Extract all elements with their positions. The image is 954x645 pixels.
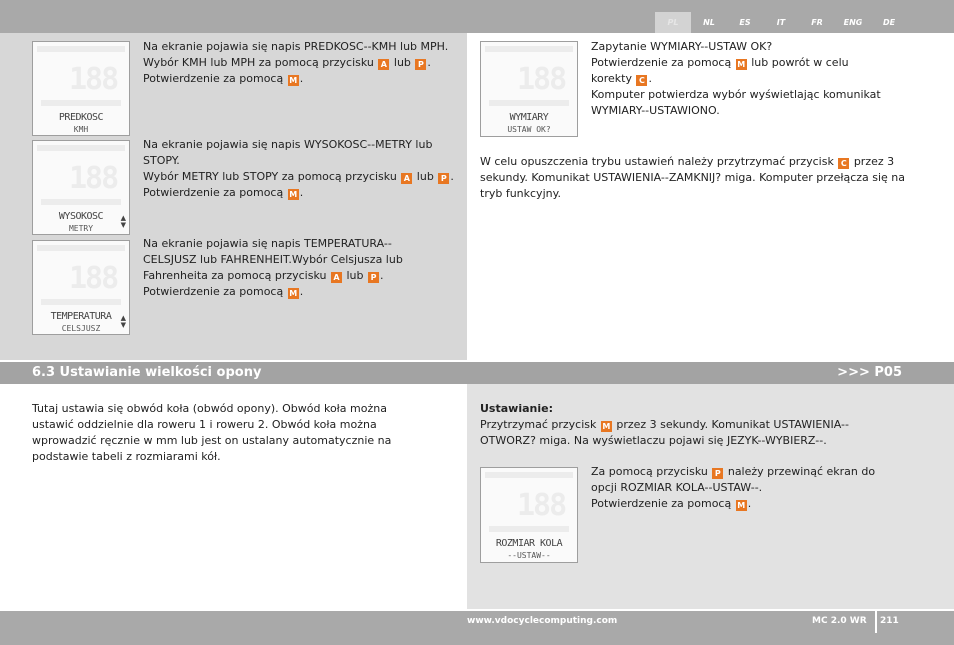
lcd-line-2: USTAW OK? bbox=[507, 125, 551, 134]
language-tabs bbox=[655, 12, 907, 33]
button-m-icon: M bbox=[737, 501, 746, 510]
steps-heading: Ustawianie: bbox=[480, 402, 553, 415]
instruction-text: Na ekranie pojawia się napis TEMPERATURA--CELSJUSZ lub FAHRENHEIT.Wybór Celsjusza lub Fahrenheita za pomocą przycisku A lub P . bbox=[143, 237, 403, 282]
instruction-text: Komputer potwierdza wybór wyświetlając komunikat WYMIARY--USTAWIONO. bbox=[591, 88, 881, 117]
tab-lang-pl[interactable]: PL bbox=[655, 12, 691, 33]
button-m-icon: M bbox=[289, 76, 298, 85]
tab-lang-it[interactable]: IT bbox=[776, 18, 786, 27]
button-p-icon: P bbox=[712, 468, 723, 479]
temperature-instructions bbox=[143, 236, 433, 300]
footer-url[interactable]: www.vdocyclecomputing.com bbox=[467, 616, 618, 626]
lcd-line-1: WYSOKOSC bbox=[58, 211, 104, 222]
button-c-icon: C bbox=[838, 158, 849, 169]
arrows-icon: ▲ ▼ bbox=[120, 214, 126, 229]
button-p-icon: P bbox=[438, 173, 449, 184]
lcd-line-2: CELSJUSZ bbox=[61, 324, 101, 333]
section-header bbox=[0, 361, 954, 384]
speed-instructions bbox=[143, 39, 455, 87]
tire-size-description bbox=[32, 401, 432, 465]
lcd-line-2: METRY bbox=[68, 224, 94, 233]
button-a-icon: A bbox=[378, 59, 389, 70]
section-title: 6.3 Ustawianie wielkości opony bbox=[32, 365, 262, 380]
lcd-line-1: WYMIARY bbox=[509, 112, 549, 123]
button-p-icon: P bbox=[415, 59, 426, 70]
tab-lang-nl[interactable]: NL bbox=[703, 18, 715, 27]
lcd-line-1: ROZMIAR KOLA bbox=[495, 538, 563, 549]
instruction-text: Wybór KMH lub MPH za pomocą przycisku A lub P . bbox=[143, 56, 431, 69]
instruction-text: Potwierdzenie za pomocą M lub powrót w celu korekty C . bbox=[591, 56, 849, 85]
instruction-text: Za pomocą przycisku P należy przewinąć ekran do opcji ROZMIAR KOLA--USTAW--. bbox=[591, 465, 876, 494]
tab-lang-fr[interactable]: FR bbox=[811, 18, 823, 27]
instruction-text: W celu opuszczenia trybu ustawień należy przytrzymać przycisk C przez 3 sekundy. Komunikat USTAWIENIA--ZAMKNIJ? miga. Komputer przełącza się na tryb funkcyjny. bbox=[480, 155, 906, 200]
button-p-icon: P bbox=[368, 272, 379, 283]
instruction-text: Potwierdzenie za pomocą M . bbox=[591, 497, 752, 510]
footer-divider bbox=[875, 611, 877, 633]
lcd-display-speed: 188 PREDKOSC KMH bbox=[32, 41, 130, 136]
exit-instructions bbox=[480, 154, 910, 202]
tab-lang-de[interactable]: DE bbox=[882, 18, 896, 27]
instruction-text: Potwierdzenie za pomocą M . bbox=[143, 285, 304, 298]
lcd-line-2: KMH bbox=[73, 125, 89, 134]
button-m-icon: M bbox=[289, 190, 298, 199]
arrows-icon: ▲ ▼ bbox=[120, 314, 126, 329]
button-c-icon: C bbox=[636, 75, 647, 86]
instruction-text: Na ekranie pojawia się napis PREDKOSC--KMH lub MPH. bbox=[143, 40, 449, 53]
top-bar bbox=[0, 0, 954, 33]
button-a-icon: A bbox=[401, 173, 412, 184]
lcd-display-temperature: 188 TEMPERATURA CELSJUSZ ▲ ▼ bbox=[32, 240, 130, 335]
description-text: Tutaj ustawia się obwód koła (obwód opony). Obwód koła można ustawić oddzielnie dla roweru 1 i roweru 2. Obwód koła można wprowadzić ręcznie w mm lub jest on ustalany automatycznie na podstawie tabeli z rozmiarami kół. bbox=[32, 402, 392, 463]
instruction-text: Potwierdzenie za pomocą M . bbox=[143, 72, 304, 85]
lcd-line-2: --USTAW-- bbox=[507, 551, 551, 560]
page-number: 211 bbox=[880, 616, 899, 626]
altitude-instructions bbox=[143, 137, 455, 201]
tab-lang-es[interactable]: ES bbox=[739, 18, 751, 27]
wheel-size-instructions bbox=[591, 464, 901, 512]
button-m-icon: M bbox=[602, 422, 611, 431]
lcd-display-wheel-size: 188 ROZMIAR KOLA --USTAW-- bbox=[480, 467, 578, 563]
instruction-text: Przytrzymać przycisk M przez 3 sekundy. Komunikat USTAWIENIA--OTWORZ? miga. Na wyświetlaczu pojawi się JEZYK--WYBIERZ--. bbox=[480, 418, 849, 447]
button-m-icon: M bbox=[737, 60, 746, 69]
lcd-display-altitude: 188 WYSOKOSC METRY ▲ ▼ bbox=[32, 140, 130, 235]
lcd-line-1: TEMPERATURA bbox=[50, 311, 112, 322]
tire-size-steps bbox=[480, 401, 900, 449]
footer-model: MC 2.0 WR bbox=[812, 616, 867, 626]
instruction-text: Zapytanie WYMIARY--USTAW OK? bbox=[591, 40, 773, 53]
footer bbox=[0, 610, 954, 645]
section-code: >>> P05 bbox=[837, 365, 902, 380]
button-m-icon: M bbox=[289, 289, 298, 298]
units-instructions bbox=[591, 39, 891, 119]
lcd-line-1: PREDKOSC bbox=[58, 112, 104, 123]
lcd-display-units: 188 WYMIARY USTAW OK? bbox=[480, 41, 578, 137]
tab-lang-eng[interactable]: ENG bbox=[843, 18, 863, 27]
instruction-text: Wybór METRY lub STOPY za pomocą przycisku A lub P . Potwierdzenie za pomocą M . bbox=[143, 170, 454, 199]
button-a-icon: A bbox=[331, 272, 342, 283]
instruction-text: Na ekranie pojawia się napis WYSOKOSC--METRY lub STOPY. bbox=[143, 138, 433, 167]
